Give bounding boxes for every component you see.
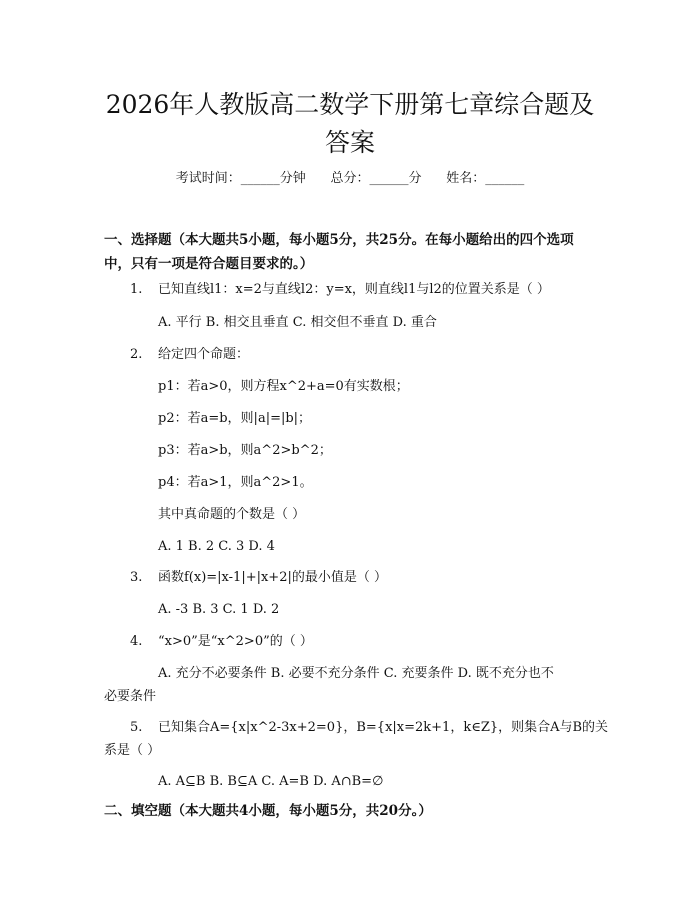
question-2-number: 2. — [130, 347, 143, 362]
question-4-text: “x>0”是“x^2>0”的（ ） — [158, 634, 313, 649]
question-2-text: 给定四个命题： — [158, 347, 250, 362]
question-5-text-line-1: 已知集合A={x|x^2-3x+2=0}，B={x|x=2k+1，k∈Z}，则集合A与B的关 — [158, 720, 609, 735]
question-2-ask: 其中真命题的个数是（ ） — [158, 507, 306, 522]
question-1-number: 1. — [130, 282, 143, 297]
proposition-p1: p1：若a>0，则方程x^2+a=0有实数根； — [158, 379, 409, 394]
section-heading-multiple-choice — [104, 228, 604, 276]
section-heading-line-1: 一、选择题（本大题共5小题，每小题5分，共25分。在每小题给出的四个选项 — [104, 232, 574, 248]
question-5-options: A. A⊆B B. B⊆A C. A=B D. A∩B=∅ — [158, 774, 384, 789]
question-4-options-line-1: A. 充分不必要条件 B. 必要不充分条件 C. 充要条件 D. 既不充分也不 — [158, 666, 554, 681]
proposition-p2: p2：若a=b，则|a|=|b|； — [158, 411, 312, 426]
document-title — [70, 86, 630, 162]
section-heading-line-2: 中，只有一项是符合题目要求的。） — [104, 256, 314, 272]
document-title-line-1: 2026年人教版高二数学下册第七章综合题及 — [105, 90, 595, 119]
document-title-line-2: 答案 — [324, 128, 375, 157]
question-5-number: 5. — [130, 720, 143, 735]
question-3-text: 函数f(x)=|x-1|+|x+2|的最小值是（ ） — [158, 570, 387, 585]
proposition-p3: p3：若a>b，则a^2>b^2； — [158, 443, 332, 458]
question-4-number: 4. — [130, 634, 143, 649]
question-4-options-line-2: 必要条件 — [104, 689, 157, 704]
section-heading-fill-in — [104, 799, 604, 823]
proposition-p4: p4：若a>1，则a^2>1。 — [158, 475, 313, 490]
question-2-options: A. 1 B. 2 C. 3 D. 4 — [158, 539, 275, 554]
question-1-text: 已知直线l1：x=2与直线l2：y=x，则直线l1与l2的位置关系是（ ） — [158, 282, 550, 297]
exam-meta-line: 考试时间：______分钟 总分：______分 姓名：______ — [175, 171, 525, 186]
question-3-options: A. -3 B. 3 C. 1 D. 2 — [158, 602, 280, 617]
question-5-text-line-2: 系是（ ） — [104, 743, 161, 758]
question-3-number: 3. — [130, 570, 143, 585]
section-heading-line: 二、填空题（本大题共4小题，每小题5分，共20分。） — [104, 803, 432, 819]
question-1-options: A. 平行 B. 相交且垂直 C. 相交但不垂直 D. 重合 — [158, 315, 437, 330]
